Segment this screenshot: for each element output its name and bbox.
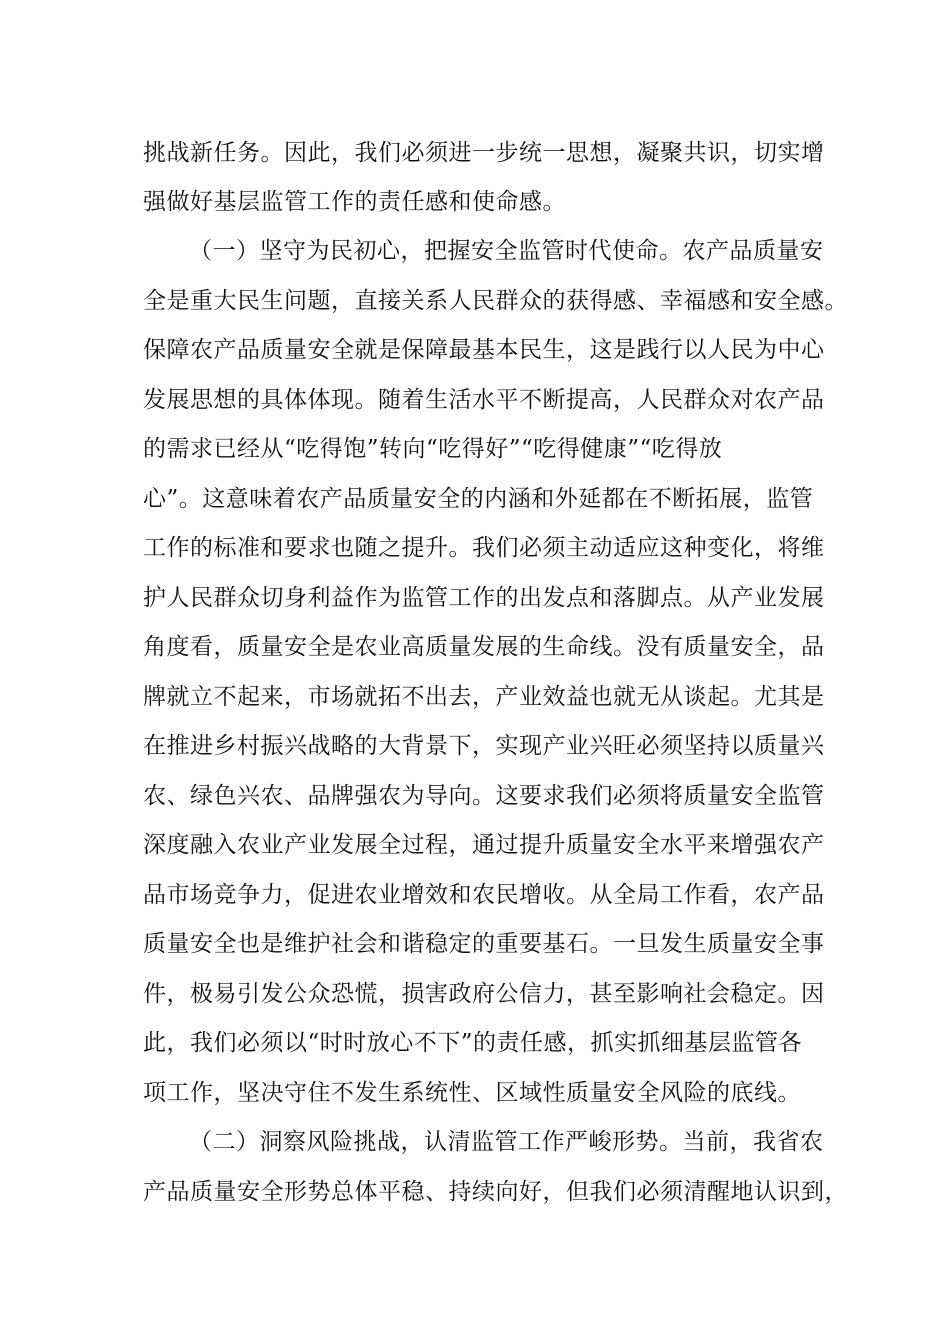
section-heading-line: （二）洞察风险挑战，认清监管工作严峻形势。当前，我省农 [189, 1129, 824, 1155]
text-line: 项工作，坚决守住不发生系统性、区域性质量安全风险的底线。 [143, 1080, 801, 1106]
text-line: 保障农产品质量安全就是保障最基本民生，这是践行以人民为中心 [143, 337, 825, 363]
text-line: 在推进乡村振兴战略的大背景下，实现产业兴旺必须坚持以质量兴 [143, 733, 825, 759]
text-line: 发展思想的具体体现。随着生活水平不断提高，人民群众对农产品 [143, 387, 825, 413]
text-line: 产品质量安全形势总体平稳、持续向好，但我们必须清醒地认识到， [143, 1179, 848, 1205]
text-line: 挑战新任务。因此，我们必须进一步统一思想，凝聚共识，切实增 [143, 140, 825, 166]
text-line: 角度看，质量安全是农业高质量发展的生命线。没有质量安全，品 [143, 634, 825, 660]
text-line: 心”。这意味着农产品质量安全的内涵和外延都在不断拓展，监管 [143, 486, 814, 512]
text-line: 此，我们必须以“时时放心不下”的责任感，抓实抓细基层监管各 [143, 1030, 803, 1056]
text-line: 深度融入农业产业发展全过程，通过提升质量安全水平来增强农产 [143, 832, 825, 858]
text-line: 质量安全也是维护社会和谐稳定的重要基石。一旦发生质量安全事 [143, 931, 825, 957]
text-line: 强做好基层监管工作的责任感和使命感。 [143, 189, 566, 215]
text-line: 护人民群众切身利益作为监管工作的出发点和落脚点。从产业发展 [143, 585, 825, 611]
section-heading-line: （一）坚守为民初心，把握安全监管时代使命。农产品质量安 [189, 238, 824, 264]
text-line: 农、绿色兴农、品牌强农为导向。这要求我们必须将质量安全监管 [143, 783, 825, 809]
text-line: 牌就立不起来，市场就拓不出去，产业效益也就无从谈起。尤其是 [143, 684, 825, 710]
text-line: 品市场竞争力，促进农业增效和农民增收。从全局工作看，农产品 [143, 882, 825, 908]
text-line: 的需求已经从“吃得饱”转向“吃得好”“吃得健康”“吃得放 [143, 436, 723, 462]
text-line: 件，极易引发公众恐慌，损害政府公信力，甚至影响社会稳定。因 [143, 981, 825, 1007]
text-line: 全是重大民生问题，直接关系人民群众的获得感、幸福感和安全感。 [143, 288, 848, 314]
text-line: 工作的标准和要求也随之提升。我们必须主动适应这种变化，将维 [143, 535, 825, 561]
